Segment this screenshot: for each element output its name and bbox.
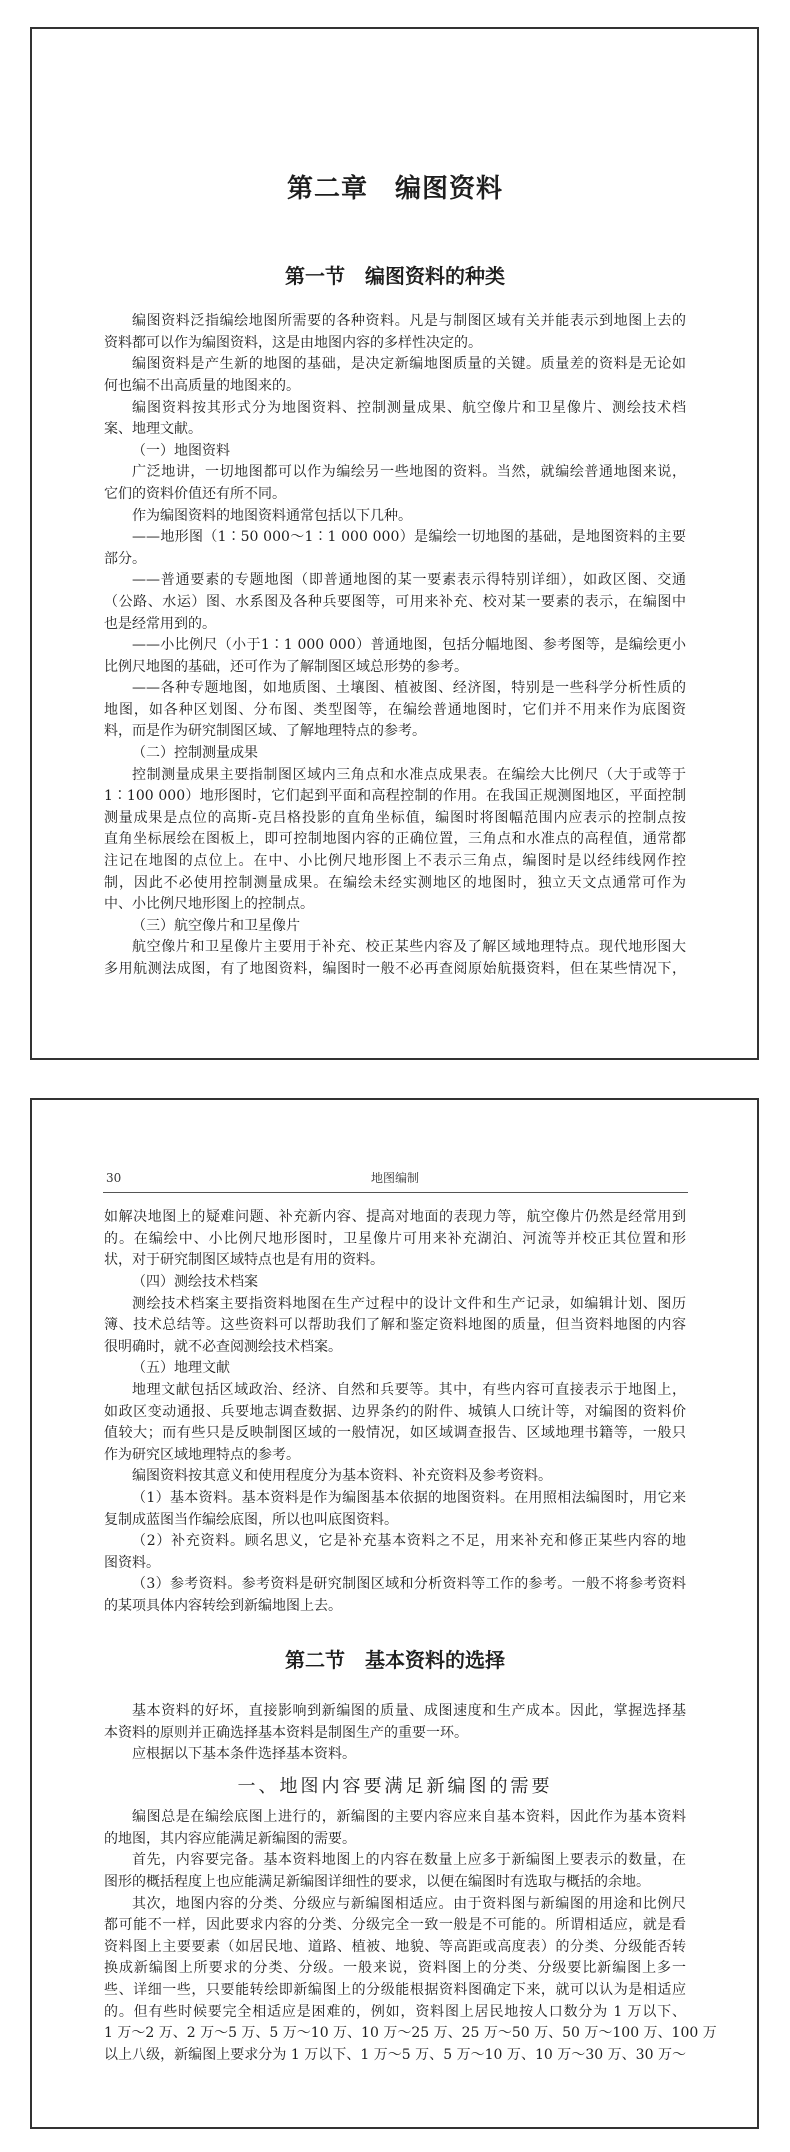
text-line: 些、详细一些，只要能转绘即新编图上的分级能根据资料图确定下来，就可以认为是相适应 <box>104 1981 686 1998</box>
page-2-body-a <box>104 1207 686 1617</box>
page-1-body <box>104 311 686 980</box>
text-line: 广泛地讲，一切地图都可以作为编绘另一些地图的资料。当然，就编绘普通地图来说， <box>132 464 686 481</box>
text-line: 的地图，其内容应能满足新编图的需要。 <box>104 1830 356 1847</box>
text-line: 编图总是在编绘底图上进行的，新编图的主要内容应来自基本资料，因此作为基本资料 <box>132 1809 686 1826</box>
text-line: 资料都可以作为编图资料，这是由地图内容的多样性决定的。 <box>104 334 482 351</box>
text-line: ——小比例尺（小于1∶1 000 000）普通地图，包括分幅地图、参考图等，是编绘更小 <box>132 637 686 654</box>
paragraph <box>104 1744 686 1766</box>
text-line: （五）地理文献 <box>132 1360 230 1377</box>
text-line: 制，因此不必使用控制测量成果。在编绘未经实测地区的地图时，独立天文点通常可作为 <box>104 874 686 891</box>
paragraph <box>104 311 686 354</box>
text-line: 航空像片和卫星像片主要用于补充、校正某些内容及了解区域地理特点。现代地形图大 <box>132 939 686 956</box>
text-line: ——地形图（1∶50 000～1∶1 000 000）是编绘一切地图的基础，是地图资料的主要 <box>132 529 686 546</box>
subsection-title: 一、地图内容要满足新编图的需要 <box>237 1776 553 1797</box>
paragraph <box>104 1380 686 1466</box>
section-title-1: 第一节 编图资料的种类 <box>285 264 505 288</box>
text-line: （3）参考资料。参考资料是研究制图区域和分析资料等工作的参考。一般不将参考资料 <box>132 1576 686 1593</box>
paragraph <box>104 1466 686 1488</box>
text-line: ——普通要素的专题地图（即普通地图的某一要素表示得特别详细），如政区图、交通 <box>132 572 686 589</box>
text-line: （公路、水运）图、水系图及各种兵要图等，可用来补充、校对某一要素的表示，在编图中 <box>104 593 686 610</box>
text-line: （2）补充资料。顾名思义，它是补充基本资料之不足，用来补充和修正某些内容的地 <box>132 1533 686 1550</box>
text-line: （一）地图资料 <box>132 442 230 459</box>
text-line: 值较大；而有些只是反映制图区域的一般情况，如区域调查报告、区域地理书籍等，一般只 <box>104 1425 686 1442</box>
text-line: 的。在编绘中、小比例尺地形图时，卫星像片可用来补充湖泊、河流等并校正其位置和形 <box>104 1230 686 1247</box>
text-line: 如解决地图上的疑难问题、补充新内容、提高对地面的表现力等，航空像片仍然是经常用到 <box>104 1209 686 1226</box>
text-line: 1 万～2 万、2 万～5 万、5 万～10 万、10 万～25 万、25 万～50 万、50 万～100 万、100 万 <box>104 2025 717 2042</box>
paragraph <box>104 1574 686 1617</box>
header-rule <box>103 1192 688 1193</box>
text-line: 如政区变动通报、兵要地志调查数据、边界条约的附件、城镇人口统计等，对编图的资料价 <box>104 1403 686 1420</box>
text-line: 部分。 <box>104 550 146 567</box>
paragraph <box>104 1701 686 1744</box>
text-line: 本资料的原则并正确选择基本资料是制图生产的重要一环。 <box>104 1724 468 1741</box>
section-title-2: 第二节 基本资料的选择 <box>285 1648 505 1672</box>
paragraph <box>104 441 686 463</box>
text-line: 比例尺地图的基础，还可作为了解制图区域总形势的参考。 <box>104 658 468 675</box>
paragraph <box>104 765 686 916</box>
text-line: 都可能不一样，因此要求内容的分类、分级完全一致一般是不可能的。所谓相适应，就是看 <box>104 1917 686 1934</box>
paragraph <box>104 1207 686 1272</box>
text-line: 的某项具体内容转绘到新编地图上去。 <box>104 1597 342 1614</box>
text-line: 其次，地图内容的分类、分级应与新编图相适应。由于资料图与新编图的用途和比例尺 <box>132 1895 686 1912</box>
text-line: 案、地理文献。 <box>104 421 202 438</box>
text-line: 地理文献包括区域政治、经济、自然和兵要等。其中，有些内容可直接表示于地图上， <box>132 1381 686 1398</box>
text-line: 复制成蓝图当作编绘底图，所以也叫底图资料。 <box>104 1511 398 1528</box>
text-line: 编图资料是产生新的地图的基础，是决定新编地图质量的关键。质量差的资料是无论如 <box>132 356 686 373</box>
paragraph <box>104 398 686 441</box>
paragraph <box>104 462 686 505</box>
text-line: （1）基本资料。基本资料是作为编图基本依据的地图资料。在用照相法编图时，用它来 <box>132 1489 686 1506</box>
paragraph <box>104 1488 686 1531</box>
text-line: 控制测量成果主要指制图区域内三角点和水准点成果表。在编绘大比例尺（大于或等于 <box>132 766 686 783</box>
text-line: 也是经常用到的。 <box>104 615 216 632</box>
text-line: 编图资料泛指编绘地图所需要的各种资料。凡是与制图区域有关并能表示到地图上去的 <box>132 313 686 330</box>
text-line: 编图资料按其形式分为地图资料、控制测量成果、航空像片和卫星像片、测绘技术档 <box>132 399 686 416</box>
paragraph <box>104 1531 686 1574</box>
text-line: （四）测绘技术档案 <box>132 1273 258 1290</box>
page-2-body-b <box>104 1701 686 1766</box>
page-number: 30 <box>106 1171 122 1185</box>
text-line: 测量成果是点位的高斯-克吕格投影的直角坐标值，编图时将图幅范围内应表示的控制点按 <box>104 809 686 826</box>
paragraph <box>104 354 686 397</box>
paragraph <box>104 635 686 678</box>
paragraph <box>104 937 686 980</box>
paragraph <box>104 1807 686 1850</box>
paragraph <box>104 570 686 635</box>
text-line: 何也编不出高质量的地图来的。 <box>104 377 300 394</box>
text-line: 应根据以下基本条件选择基本资料。 <box>132 1746 356 1763</box>
text-line: 它们的资料价值还有所不同。 <box>104 485 286 502</box>
paragraph <box>104 743 686 765</box>
paragraph <box>104 1294 686 1359</box>
text-line: 1∶100 000）地形图时，它们起到平面和高程控制的作用。在我国正规测图地区，平面控制 <box>104 788 686 805</box>
paragraph <box>104 527 686 570</box>
text-line: 图形的概括程度上也应能满足新编图详细性的要求，以便在编图时有选取与概括的余地。 <box>104 1873 650 1890</box>
paragraph <box>104 678 686 743</box>
text-line: 簿、技术总结等。这些资料可以帮助我们了解和鉴定资料地图的质量，但当资料地图的内容 <box>104 1317 686 1334</box>
text-line: （二）控制测量成果 <box>132 745 258 762</box>
text-line: 基本资料的好坏，直接影响到新编图的质量、成图速度和生产成本。因此，掌握选择基 <box>132 1703 686 1720</box>
text-line: 中、小比例尺地形图上的控制点。 <box>104 896 314 913</box>
paragraph <box>104 1272 686 1294</box>
page-2-body-c <box>104 1807 717 2066</box>
text-line: （三）航空像片和卫星像片 <box>132 917 300 934</box>
text-line: 很明确时，就不必查阅测绘技术档案。 <box>104 1338 342 1355</box>
paragraph <box>104 1850 686 1893</box>
text-line: 图资料。 <box>104 1554 160 1571</box>
chapter-title: 第二章 编图资料 <box>286 174 503 204</box>
running-header-title: 地图编制 <box>370 1171 419 1185</box>
text-line: 编图资料按其意义和使用程度分为基本资料、补充资料及参考资料。 <box>132 1468 552 1485</box>
text-line: 资料图上主要要素（如居民地、道路、植被、地貌、等高距或高度表）的分类、分级能否转 <box>104 1938 686 1955</box>
paragraph <box>104 1358 686 1380</box>
text-line: 首先，内容要完备。基本资料地图上的内容在数量上应多于新编图上要表示的数量，在 <box>132 1852 686 1869</box>
text-line: 地图，如各种区划图、分布图、类型图等，在编绘普通地图时，它们并不用来作为底图资 <box>104 701 686 718</box>
paragraph <box>104 1894 717 2067</box>
text-line: 多用航测法成图，有了地图资料，编图时一般不必再查阅原始航摄资料，但在某些情况下， <box>104 961 686 977</box>
text-line: 状，对于研究制图区域特点也是有用的资料。 <box>104 1252 384 1269</box>
text-line: 的。但有些时候要完全相适应是困难的，例如，资料图上居民地按人口数分为 1 万以下、 <box>104 2003 686 2020</box>
text-line: 直角坐标展绘在图板上，即可控制地图内容的正确位置，三角点和水准点的高程值，通常都 <box>104 831 686 848</box>
paragraph <box>104 916 686 938</box>
text-line: 测绘技术档案主要指资料地图在生产过程中的设计文件和生产记录，如编辑计划、图历 <box>132 1295 686 1312</box>
paragraph <box>104 506 686 528</box>
text-line: 料，而是作为研究制图区域、了解地理特点的参考。 <box>104 723 426 740</box>
text-line: 换成新编图上所要求的分类、分级。一般来说，资料图上的分类、分级要比新编图上多一 <box>104 1960 686 1977</box>
text-line: 以上八级，新编图上要求分为 1 万以下、1 万～5 万、5 万～10 万、10 万～30 万、30 万～ <box>104 2046 686 2063</box>
text-line: 注记在地图的点位上。在中、小比例尺地形图上不表示三角点，编图时是以经纬线网作控 <box>104 853 686 870</box>
text-line: ——各种专题地图，如地质图、土壤图、植被图、经济图，特别是一些科学分析性质的 <box>132 680 686 697</box>
text-line: 作为研究区域地理特点的参考。 <box>104 1446 300 1463</box>
text-line: 作为编图资料的地图资料通常包括以下几种。 <box>132 507 412 524</box>
